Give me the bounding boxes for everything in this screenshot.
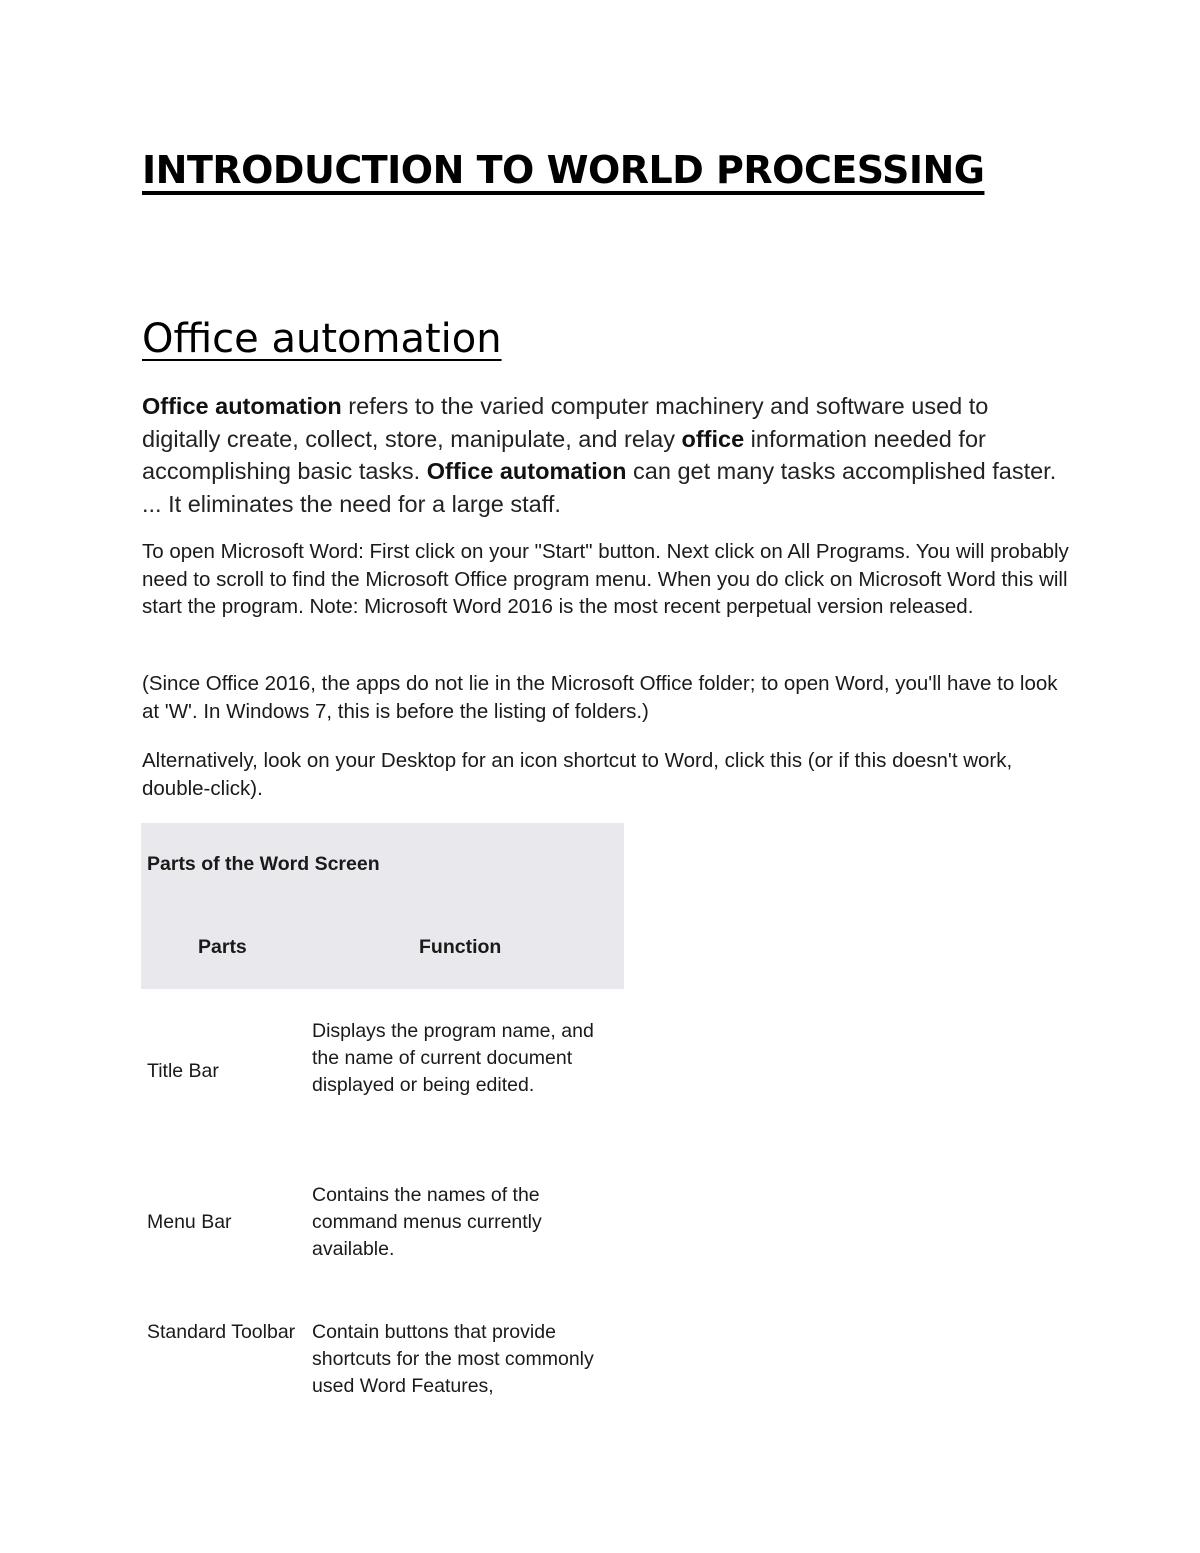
column-header-function: Function [419, 936, 502, 958]
document-title: INTRODUCTION TO WORLD PROCESSING [142, 148, 985, 192]
intro-text: information needed for accomplishing basic tasks. [142, 425, 986, 484]
table-cell-part: Title Bar [147, 1060, 219, 1082]
table-cell-function: Displays the program name, and the name of current document displayed or being edited. [312, 1020, 594, 1096]
office-2016-paragraph: (Since Office 2016, the apps do not lie in the Microsoft Office folder; to open Word, you'll have to look at 'W'. In Windows 7, this is before the listing of folders.) [142, 672, 1058, 723]
table-cell-part: Standard Toolbar [147, 1321, 296, 1343]
table-cell-function: Contain buttons that provide shortcuts for the most commonly used Word Features, [312, 1321, 594, 1397]
section-heading: Office automation [142, 316, 502, 362]
intro-text: can get many tasks accomplished faster. ... It eliminates the need for a large staff. [142, 458, 1057, 517]
intro-term: Office automation [142, 393, 342, 419]
intro-text: refers to the varied computer machinery and software used to digitally create, collect, store, manipulate, and relay [142, 393, 989, 452]
open-word-paragraph: To open Microsoft Word: First click on your "Start" button. Next click on All Programs. You will probably need to scroll to find the Microsoft Office program menu. When you do click on Microsoft Word this will start the program. Note: Microsoft Word 2016 is the most recent perpetual version released. [142, 540, 1069, 618]
table-cell-function: Contains the names of the command menus currently available. [312, 1184, 542, 1260]
parts-table [141, 823, 624, 1397]
column-header-parts: Parts [198, 936, 247, 958]
intro-paragraph [142, 390, 1062, 520]
table-cell-part: Menu Bar [147, 1211, 232, 1233]
table-caption: Parts of the Word Screen [147, 853, 380, 875]
table-header [141, 823, 624, 989]
intro-term: office [681, 425, 745, 452]
intro-term: Office automation [426, 458, 627, 484]
desktop-shortcut-paragraph: Alternatively, look on your Desktop for an icon shortcut to Word, click this (or if this doesn't work, double-click). [142, 749, 1013, 800]
